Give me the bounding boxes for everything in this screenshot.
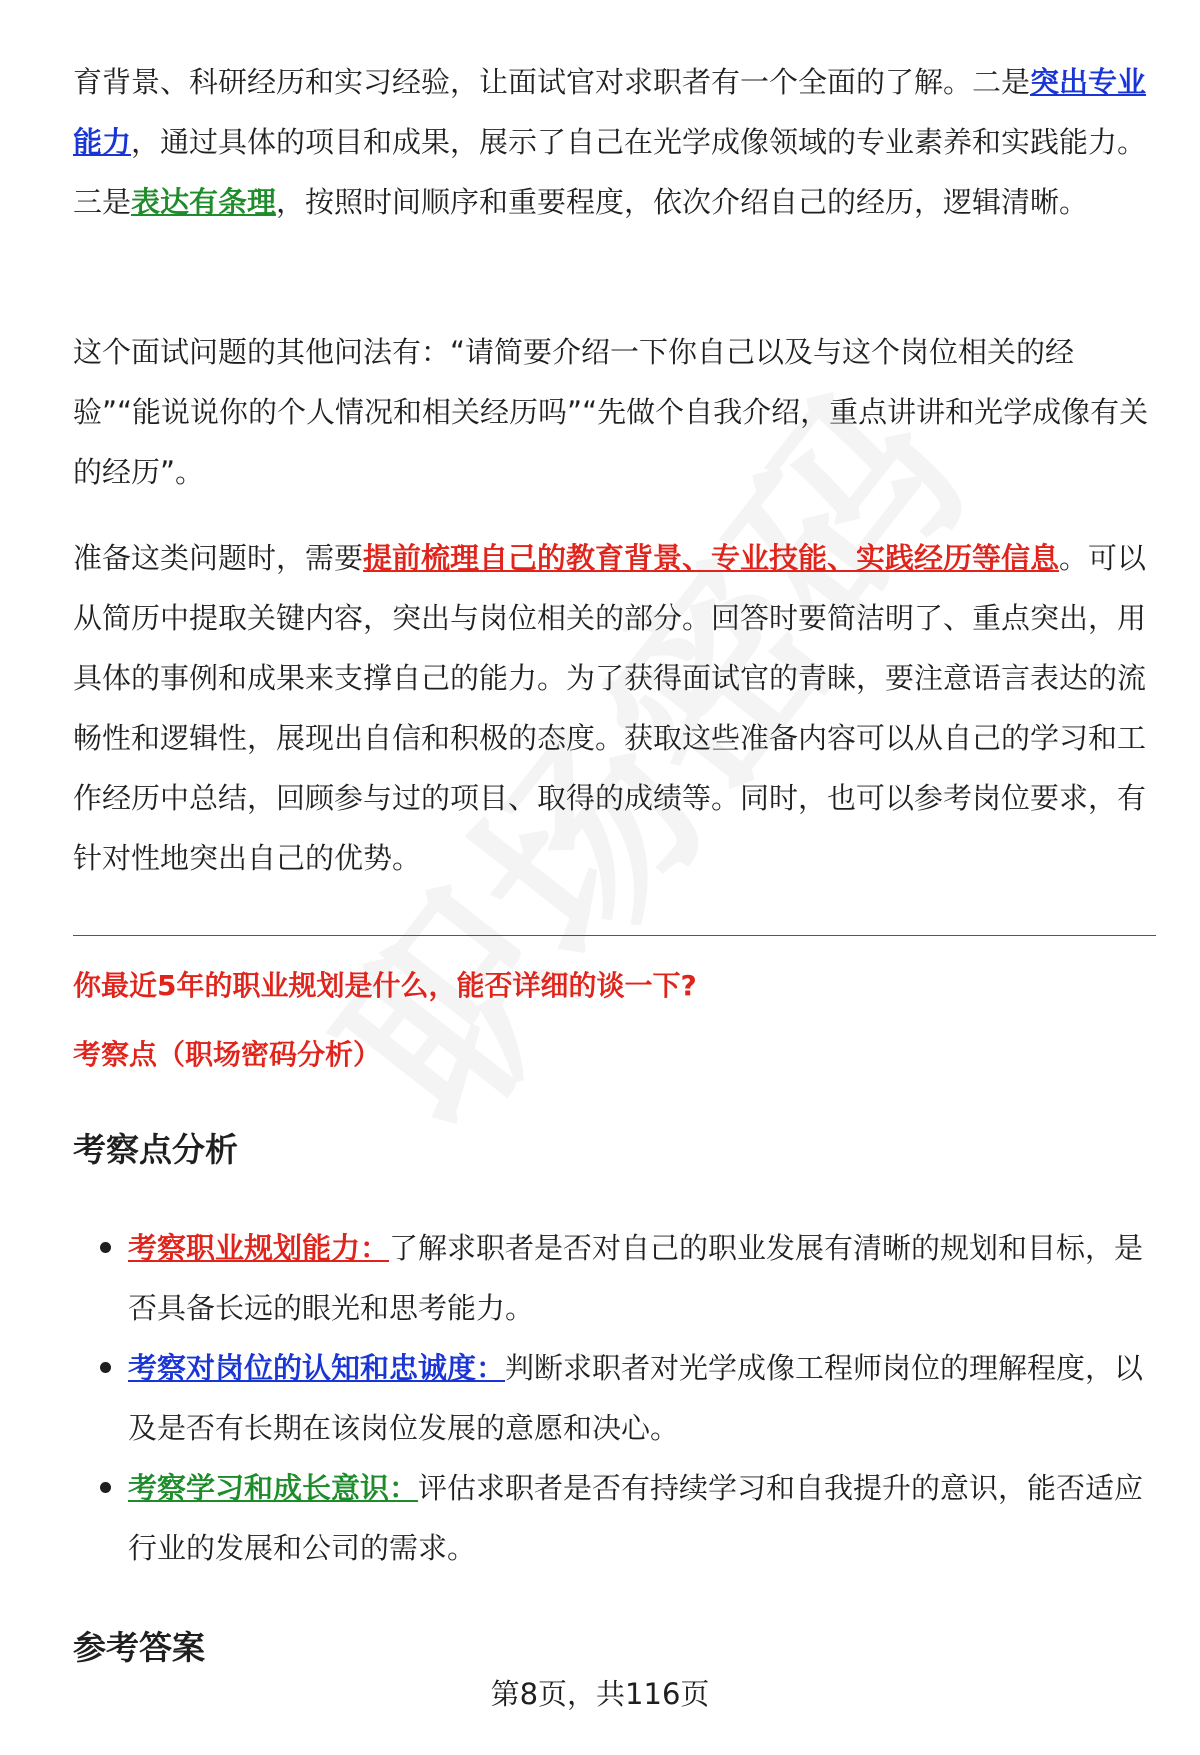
paragraph-text: ，通过具体的项目和成果，展示了自己在光学成像领域的专业素养和实践能力。三是 <box>73 125 1147 219</box>
paragraph-preparation <box>73 528 1153 888</box>
paragraph-text: ，按照时间顺序和重要程度，依次介绍自己的经历，逻辑清晰。 <box>276 185 1089 219</box>
highlight-prepare-info: 提前梳理自己的教育背景、专业技能、实践经历等信息 <box>363 541 1060 575</box>
section-divider <box>73 935 1156 936</box>
highlight-professional-ability: 突出专业能力 <box>73 65 1147 159</box>
bullet-icon <box>100 1242 111 1253</box>
bullet-text: 评估求职者是否有持续学习和自我提升的意识，能否适应行业的发展和公司的需求。 <box>128 1471 1144 1565</box>
paragraph-text: 育背景、科研经历和实习经验，让面试官对求职者有一个全面的了解。二是 <box>73 65 1031 99</box>
page-number: 第8页，共116页 <box>490 1677 710 1711</box>
paragraph-alternate-questions: 这个面试问题的其他问法有：“请简要介绍一下你自己以及与这个岗位相关的经验”“能说说你的个人情况和相关经历吗”“先做个自我介绍，重点讲讲和光学成像有关的经历”。 <box>73 335 1149 489</box>
bullet-text: 判断求职者对光学成像工程师岗位的理解程度，以及是否有长期在该岗位发展的意愿和决心。 <box>128 1351 1144 1445</box>
list-item <box>128 1218 1153 1338</box>
question-subtitle: 考察点（职场密码分析） <box>73 1038 382 1071</box>
list-item <box>128 1338 1153 1458</box>
section-heading-analysis: 考察点分析 <box>73 1130 238 1169</box>
highlight-organized-expression: 表达有条理 <box>131 185 277 219</box>
analysis-list <box>128 1218 1153 1578</box>
paragraph-text: 。可以从简历中提取关键内容，突出与岗位相关的部分。回答时要简洁明了、重点突出，用具体的事例和成果来支撑自己的能力。为了获得面试官的青睐，要注意语言表达的流畅性和逻辑性，展现出自信和积极的态度。获取这些准备内容可以从自己的学习和工作经历中总结，回顾参与过的项目、取得的成绩等。同时，也可以参考岗位要求，有针对性地突出自己的优势。 <box>73 541 1147 875</box>
paragraph-text: 准备这类问题时，需要 <box>73 541 364 575</box>
bullet-icon <box>100 1362 111 1373</box>
bullet-label: 考察学习和成长意识： <box>128 1471 419 1505</box>
section-heading-reference-answer: 参考答案 <box>73 1628 205 1667</box>
paragraph-summary <box>73 52 1153 232</box>
bullet-label: 考察对岗位的认知和忠诚度： <box>128 1351 506 1385</box>
list-item <box>128 1458 1153 1578</box>
bullet-icon <box>100 1482 111 1493</box>
bullet-text: 了解求职者是否对自己的职业发展有清晰的规划和目标，是否具备长远的眼光和思考能力。 <box>128 1231 1144 1325</box>
question-title: 你最近5年的职业规划是什么，能否详细的谈一下? <box>73 969 697 1002</box>
bullet-label: 考察职业规划能力： <box>128 1231 390 1265</box>
